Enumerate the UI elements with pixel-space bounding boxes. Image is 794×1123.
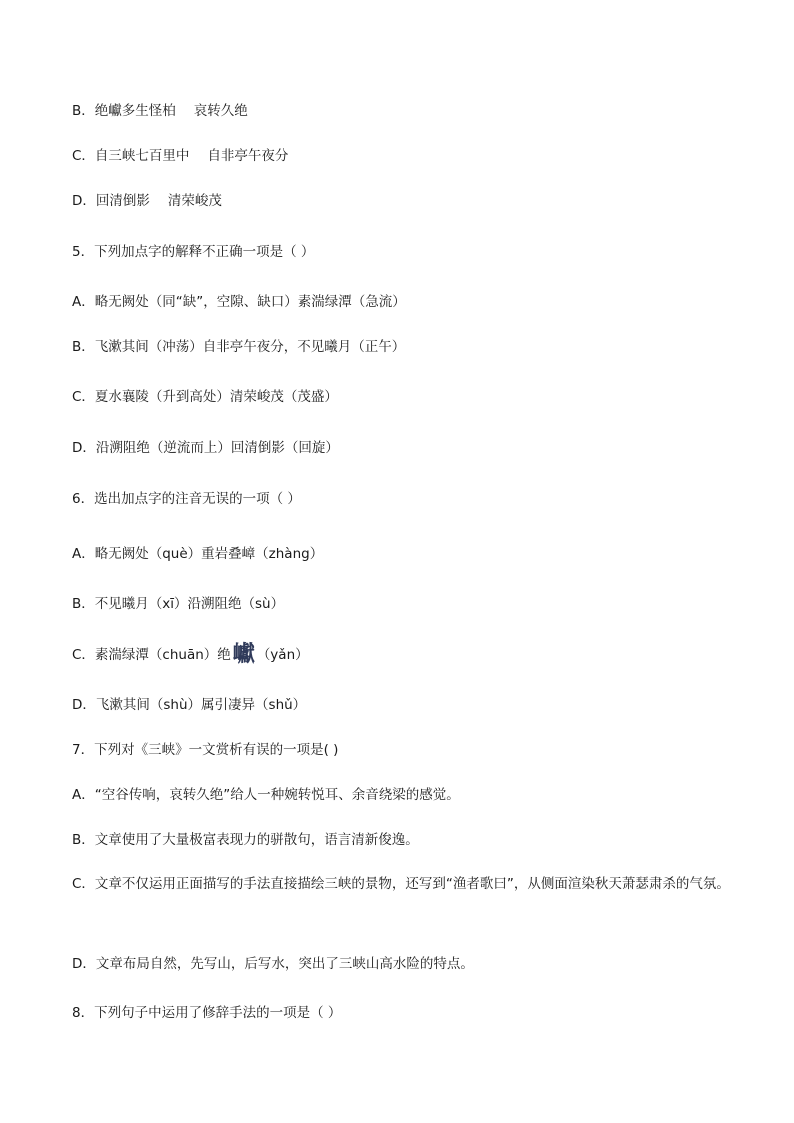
option-c-line bbox=[72, 145, 730, 167]
option-c-part1: C．自三峡七百里中 bbox=[72, 148, 190, 164]
option-d-part2: 清荣峻茂 bbox=[167, 193, 222, 209]
q7-option-c: C．文章不仅运用正面描写的手法直接描绘三峡的景物，还写到“渔者歌曰”，从侧面渲染秋天萧瑟肃杀的气氛。 bbox=[72, 876, 730, 892]
q7-option-b: B．文章使用了大量极富表现力的骈散句，语言清新俊逸。 bbox=[72, 832, 419, 848]
rare-character: 巘 bbox=[232, 642, 255, 667]
q5-option-b: B．飞漱其间（冲荡）自非亭午夜分，不见曦月（正午） bbox=[72, 339, 406, 355]
option-b-part2: 哀转久绝 bbox=[193, 103, 248, 119]
q6-option-c-part2: （yǎn） bbox=[256, 647, 309, 663]
question-7: 7．下列对《三峡》一文赏析有误的一项是( ) bbox=[72, 742, 339, 758]
question-6: 6．选出加点字的注音无误的一项（ ） bbox=[72, 491, 301, 507]
q6-option-b: B．不见曦月（xī）沿溯阻绝（sù） bbox=[72, 596, 285, 612]
option-d-part1: D．回清倒影 bbox=[72, 193, 150, 209]
q6-option-d: D．飞漱其间（shù）属引凄异（shǔ） bbox=[72, 697, 307, 713]
q7-option-d: D．文章布局自然，先写山，后写水，突出了三峡山高水险的特点。 bbox=[72, 956, 474, 972]
q5-option-d: D．沿溯阻绝（逆流而上）回清倒影（回旋） bbox=[72, 440, 339, 456]
q6-option-c-part1: C．素湍绿潭（chuān）绝 bbox=[72, 647, 231, 663]
q5-option-c: C．夏水襄陵（升到高处）清荣峻茂（茂盛） bbox=[72, 389, 338, 405]
option-b-line bbox=[72, 100, 730, 122]
q5-option-a: A．略无阙处（同“缺”，空隙、缺口）素湍绿潭（急流） bbox=[72, 294, 406, 310]
option-d-line bbox=[72, 190, 730, 212]
q6-option-a: A．略无阙处（què）重岩叠嶂（zhàng） bbox=[72, 546, 324, 562]
q6-option-c bbox=[72, 644, 730, 666]
q7-option-a: A．“空谷传响，哀转久绝”给人一种婉转悦耳、余音绕梁的感觉。 bbox=[72, 787, 460, 803]
question-5: 5．下列加点字的解释不正确一项是（ ） bbox=[72, 244, 315, 260]
question-8: 8．下列句子中运用了修辞手法的一项是（ ） bbox=[72, 1005, 342, 1021]
option-b-part1: B．绝巘多生怪柏 bbox=[72, 103, 176, 119]
option-c-part2: 自非亭午夜分 bbox=[207, 148, 289, 164]
